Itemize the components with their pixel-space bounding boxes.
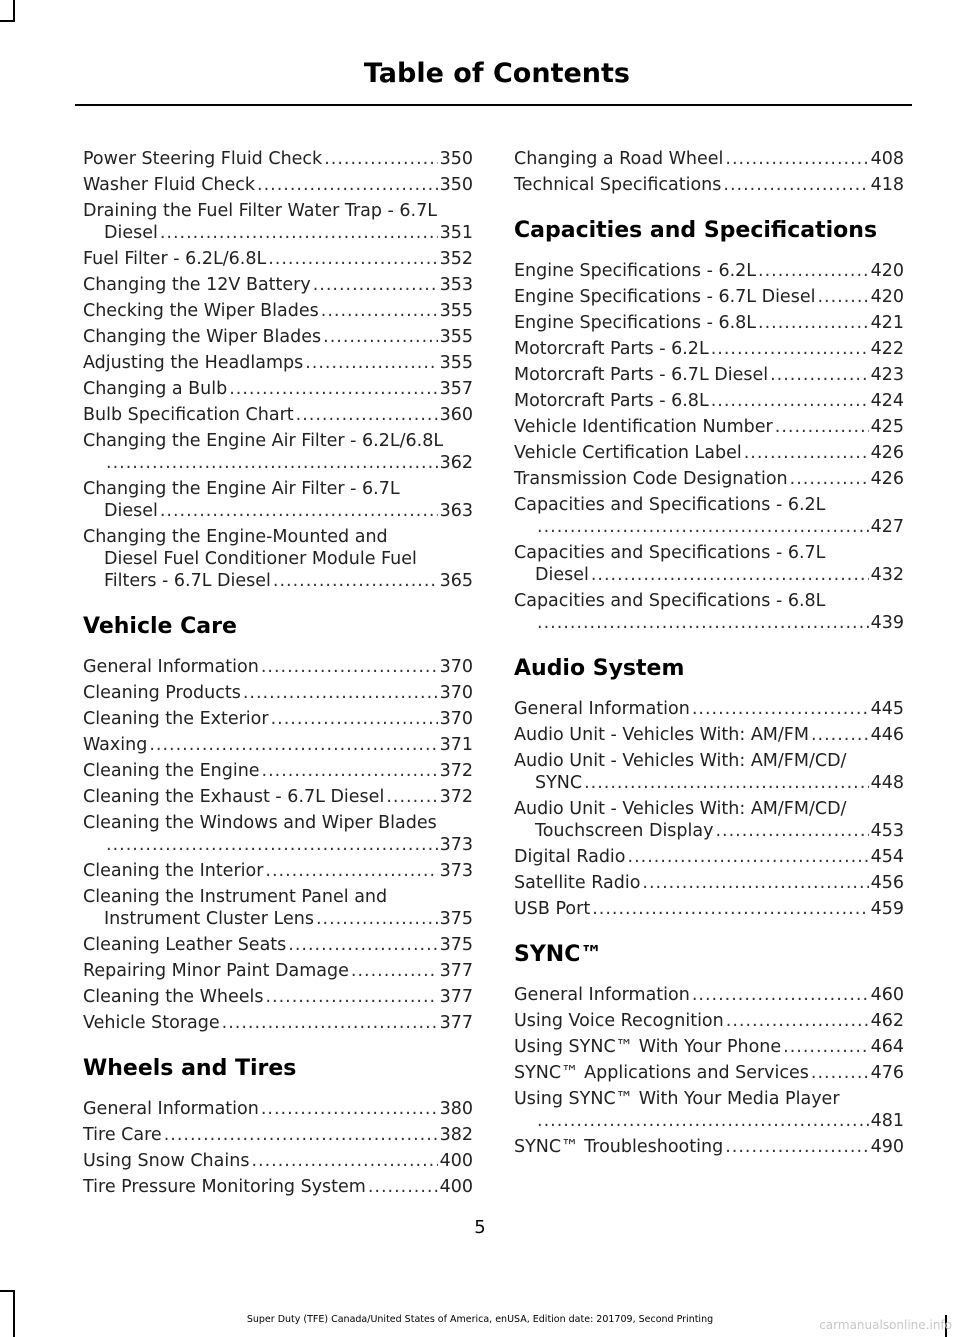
toc-entry-page: 353 [439,275,473,295]
toc-entry[interactable] [514,698,904,720]
toc-entry[interactable] [514,590,904,634]
toc-entry-title: Diesel [535,565,589,585]
toc-entry[interactable] [514,286,904,308]
toc-entry-title: Washer Fluid Check [83,175,256,195]
toc-entry[interactable] [83,734,473,756]
dot-leader [149,734,437,756]
toc-entry-title: Vehicle Storage [83,1013,220,1033]
toc-entry[interactable] [514,542,904,586]
toc-entry-page: 476 [870,1063,904,1083]
dot-leader [744,442,869,464]
toc-entry-page: 456 [870,873,904,893]
dot-leader [591,564,869,586]
toc-entry-title: Changing a Road Wheel [514,149,724,169]
toc-entry-title: Cleaning the Wheels [83,987,264,1007]
toc-entry-title: Changing a Bulb [83,379,228,399]
dot-leader [351,960,438,982]
toc-entry-title: General Information [514,985,690,1005]
toc-entry-page: 420 [870,261,904,281]
toc-entry[interactable] [83,1176,473,1198]
dot-leader [770,364,868,386]
toc-entry-page: 372 [439,761,473,781]
toc-entry[interactable] [514,364,904,386]
dot-leader [106,834,438,856]
toc-entry-title: Digital Radio [514,847,626,867]
toc-entry[interactable] [514,1062,904,1084]
toc-entry-title: Changing the Engine-Mounted and [83,527,388,547]
toc-entry[interactable] [514,494,904,538]
dot-leader [725,148,868,170]
toc-entry-title: Touchscreen Display [535,821,714,841]
toc-entry[interactable] [83,934,473,956]
watermark: carmanualsonline.info [819,1318,952,1332]
toc-entry[interactable] [514,442,904,464]
dot-leader [726,1010,869,1032]
toc-entry-page: 445 [870,699,904,719]
toc-entry-page: 370 [439,709,473,729]
toc-entry-page: 454 [870,847,904,867]
toc-entry-title: Tire Pressure Monitoring System [83,1177,366,1197]
toc-entry-page: 373 [439,835,473,855]
toc-entry-title: Tire Care [83,1125,162,1145]
toc-entry-page: 400 [439,1151,473,1171]
toc-entry-title: Changing the Wiper Blades [83,327,322,347]
toc-entry-page: 357 [439,379,473,399]
toc-entry-title: Draining the Fuel Filter Water Trap - 6.7L [83,201,438,221]
toc-entry-page: 490 [870,1137,904,1157]
toc-entry[interactable] [83,960,473,982]
dot-leader [584,772,868,794]
toc-entry-title: Fuel Filter - 6.2L/6.8L [83,249,267,269]
toc-entry-page: 420 [870,287,904,307]
toc-entry[interactable] [514,898,904,920]
dot-leader [305,352,437,374]
toc-entry-page: 363 [439,501,473,521]
dot-leader [537,612,869,634]
toc-entry-page: 460 [870,985,904,1005]
toc-entry-title: Using Voice Recognition [514,1011,724,1031]
toc-entry-title: Cleaning the Exterior [83,709,269,729]
toc-entry-page: 370 [439,683,473,703]
dot-leader [321,300,438,322]
toc-entry-title: Engine Specifications - 6.7L Diesel [514,287,816,307]
toc-entry[interactable] [83,682,473,704]
section-heading: Vehicle Care [83,614,237,639]
toc-entry[interactable] [83,860,473,882]
toc-entry-page: 424 [870,391,904,411]
toc-entry[interactable] [514,1010,904,1032]
toc-entry-page: 422 [870,339,904,359]
toc-entry[interactable] [514,1136,904,1158]
dot-leader [758,260,869,282]
dot-leader [324,148,437,170]
toc-entry-title: Capacities and Specifications - 6.8L [514,591,826,611]
toc-entry-title: General Information [83,1099,259,1119]
toc-entry[interactable] [83,200,473,244]
dot-leader [628,846,869,868]
toc-entry-title: Waxing [83,735,148,755]
toc-entry-title: Checking the Wiper Blades [83,301,319,321]
toc-entry[interactable] [83,300,473,322]
dot-leader [725,1136,868,1158]
toc-entry-title: Cleaning Leather Seats [83,935,287,955]
toc-entry-page: 408 [870,149,904,169]
toc-entry-title: Transmission Code Designation [514,469,788,489]
dot-leader [251,1150,437,1172]
toc-entry[interactable] [83,274,473,296]
toc-entry-page: 352 [439,249,473,269]
toc-entry-page: 360 [439,405,473,425]
toc-entry-page: 371 [439,735,473,755]
crop-mark [13,0,15,22]
dot-leader [243,682,438,704]
toc-entry[interactable] [514,390,904,412]
toc-entry-page: 426 [870,469,904,489]
toc-entry-page: 377 [439,1013,473,1033]
toc-entry[interactable] [83,478,473,522]
toc-entry[interactable] [514,312,904,334]
toc-entry[interactable] [514,338,904,360]
toc-entry-page: 448 [870,773,904,793]
toc-entry-title: Using Snow Chains [83,1151,250,1171]
toc-entry-title: Instrument Cluster Lens [104,909,314,929]
crop-mark [0,1290,15,1292]
dot-leader [106,452,438,474]
section-heading: SYNC™ [514,942,603,967]
toc-entry-page: 427 [870,517,904,537]
toc-entry-title: Motorcraft Parts - 6.7L Diesel [514,365,769,385]
toc-entry-title: Diesel Fuel Conditioner Module Fuel [104,549,417,569]
toc-entry-page: 375 [439,935,473,955]
toc-entry[interactable] [83,430,473,474]
toc-entry[interactable] [83,656,473,678]
toc-entry[interactable] [83,760,473,782]
toc-entry-page: 372 [439,787,473,807]
toc-entry-title: SYNC™ Troubleshooting [514,1137,724,1157]
section-heading: Audio System [514,656,685,681]
dot-leader [711,338,869,360]
dot-leader [368,1176,438,1198]
toc-entry-page: 365 [439,571,473,591]
toc-entry[interactable] [83,148,473,170]
dot-leader [711,390,869,412]
toc-entry-title: Cleaning the Interior [83,861,264,881]
toc-entry-title: Changing the Engine Air Filter - 6.2L/6.8L [83,431,444,451]
toc-entry[interactable] [83,886,473,930]
dot-leader [261,656,438,678]
dot-leader [296,404,438,426]
toc-entry-title: General Information [514,699,690,719]
toc-entry-page: 377 [439,961,473,981]
dot-leader [160,500,438,522]
toc-entry[interactable] [514,1036,904,1058]
dot-leader [273,570,438,592]
dot-leader [164,1124,438,1146]
toc-entry[interactable] [514,174,904,196]
dot-leader [817,286,868,308]
toc-entry-page: 355 [439,327,473,347]
toc-entry[interactable] [83,248,473,270]
dot-leader [642,872,868,894]
toc-entry[interactable] [83,1150,473,1172]
dot-leader [758,312,869,334]
toc-entry-page: 375 [439,909,473,929]
toc-entry-title: Filters - 6.7L Diesel [104,571,271,591]
toc-entry-title: Audio Unit - Vehicles With: AM/FM [514,725,809,745]
toc-entry[interactable] [83,1124,473,1146]
toc-entry[interactable] [83,174,473,196]
dot-leader [271,708,438,730]
dot-leader [262,760,438,782]
dot-leader [313,274,438,296]
dot-leader [265,986,437,1008]
toc-entry-title: Vehicle Identification Number [514,417,773,437]
toc-right-column [514,148,904,1162]
toc-entry[interactable] [514,846,904,868]
dot-leader [537,516,869,538]
page-title: Table of Contents [363,58,630,89]
toc-entry-page: 426 [870,443,904,463]
dot-leader [811,724,869,746]
dot-leader [229,378,437,400]
toc-entry-page: 446 [870,725,904,745]
dot-leader [692,984,869,1006]
toc-entry-title: Diesel [104,223,158,243]
toc-entry-page: 380 [439,1099,473,1119]
crop-mark [0,20,15,22]
dot-leader [775,416,869,438]
toc-entry[interactable] [83,378,473,400]
dot-leader [261,1098,438,1120]
toc-entry[interactable] [83,708,473,730]
toc-entry-page: 350 [439,149,473,169]
toc-entry-title: Cleaning the Exhaust - 6.7L Diesel [83,787,385,807]
toc-entry-title: Power Steering Fluid Check [83,149,323,169]
toc-entry-title: SYNC™ Applications and Services [514,1063,809,1083]
toc-entry-title: Motorcraft Parts - 6.8L [514,391,709,411]
toc-entry-title: Cleaning the Instrument Panel and [83,887,388,907]
toc-entry[interactable] [514,260,904,282]
toc-entry-title: Vehicle Certification Label [514,443,742,463]
toc-entry-page: 400 [439,1177,473,1197]
header-divider [75,104,912,106]
dot-leader [316,908,438,930]
dot-leader [288,934,437,956]
toc-entry[interactable] [83,326,473,348]
toc-entry-title: SYNC [535,773,583,793]
toc-entry[interactable] [514,468,904,490]
toc-entry-title: Cleaning Products [83,683,241,703]
toc-entry[interactable] [83,1012,473,1034]
toc-entry-title: Changing the 12V Battery [83,275,311,295]
toc-entry-page: 355 [439,301,473,321]
toc-entry-title: Adjusting the Headlamps [83,353,304,373]
toc-entry-page: 423 [870,365,904,385]
toc-entry[interactable] [514,1088,904,1132]
toc-entry[interactable] [514,416,904,438]
page-number: 5 [474,1217,486,1238]
toc-entry-page: 425 [870,417,904,437]
toc-entry-title: Cleaning the Windows and Wiper Blades [83,813,437,833]
toc-entry[interactable] [514,984,904,1006]
dot-leader [783,1036,868,1058]
dot-leader [323,326,437,348]
toc-entry-page: 481 [870,1111,904,1131]
toc-entry[interactable] [514,872,904,894]
toc-entry[interactable] [514,724,904,746]
toc-entry-title: Cleaning the Engine [83,761,260,781]
toc-entry-title: Repairing Minor Paint Damage [83,961,349,981]
toc-entry-title: Using SYNC™ With Your Media Player [514,1089,840,1109]
toc-entry[interactable] [83,352,473,374]
dot-leader [811,1062,869,1084]
dot-leader [265,860,437,882]
toc-entry-title: Changing the Engine Air Filter - 6.7L [83,479,400,499]
toc-entry[interactable] [514,750,904,794]
dot-leader [222,1012,438,1034]
toc-entry-page: 462 [870,1011,904,1031]
toc-entry-page: 377 [439,987,473,1007]
section-heading: Capacities and Specifications [514,218,878,243]
toc-entry[interactable] [83,812,473,856]
toc-entry-page: 453 [870,821,904,841]
toc-entry-page: 350 [439,175,473,195]
toc-entry[interactable] [514,148,904,170]
toc-entry-page: 351 [439,223,473,243]
toc-entry-page: 355 [439,353,473,373]
dot-leader [268,248,437,270]
toc-entry[interactable] [83,1098,473,1120]
toc-entry-page: 459 [870,899,904,919]
toc-entry-title: Audio Unit - Vehicles With: AM/FM/CD/ [514,799,847,819]
dot-leader [257,174,438,196]
toc-entry[interactable] [83,526,473,592]
toc-left-column [83,148,473,1202]
toc-entry-title: Technical Specifications [514,175,722,195]
toc-entry-page: 370 [439,657,473,677]
toc-entry-title: Diesel [104,501,158,521]
toc-entry-page: 418 [870,175,904,195]
toc-entry-title: General Information [83,657,259,677]
dot-leader [715,820,868,842]
section-heading: Wheels and Tires [83,1056,297,1081]
dot-leader [692,698,869,720]
dot-leader [723,174,868,196]
toc-entry-title: Audio Unit - Vehicles With: AM/FM/CD/ [514,751,847,771]
toc-entry-page: 432 [870,565,904,585]
toc-entry-title: Satellite Radio [514,873,641,893]
dot-leader [537,1110,869,1132]
toc-entry-title: Engine Specifications - 6.2L [514,261,757,281]
toc-entry-title: Motorcraft Parts - 6.2L [514,339,709,359]
toc-entry-title: Using SYNC™ With Your Phone [514,1037,782,1057]
toc-entry-title: Engine Specifications - 6.8L [514,313,757,333]
toc-entry[interactable] [83,404,473,426]
toc-entry-page: 373 [439,861,473,881]
toc-entry-title: USB Port [514,899,591,919]
toc-entry[interactable] [83,986,473,1008]
dot-leader [790,468,869,490]
dot-leader [160,222,438,244]
toc-entry-page: 421 [870,313,904,333]
dot-leader [386,786,437,808]
toc-entry-page: 382 [439,1125,473,1145]
toc-entry[interactable] [83,786,473,808]
toc-entry-title: Capacities and Specifications - 6.2L [514,495,826,515]
edition-info: Super Duty (TFE) Canada/United States of America, enUSA, Edition date: 201709, Second Printing [246,1314,714,1325]
dot-leader [592,898,868,920]
toc-entry-page: 362 [439,453,473,473]
toc-entry-title: Bulb Specification Chart [83,405,294,425]
toc-entry[interactable] [514,798,904,842]
toc-entry-title: Capacities and Specifications - 6.7L [514,543,826,563]
toc-entry-page: 439 [870,613,904,633]
toc-entry-page: 464 [870,1037,904,1057]
